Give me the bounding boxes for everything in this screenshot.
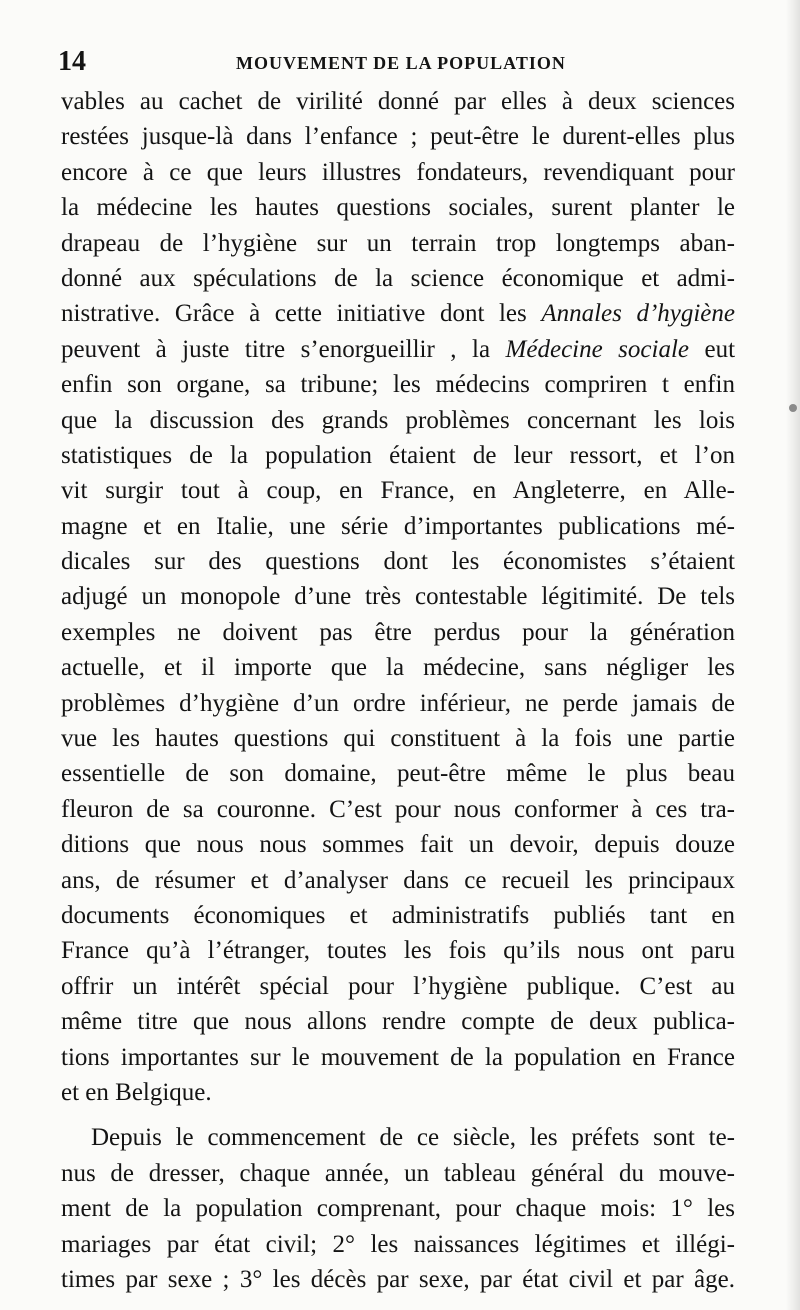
- text-line: times par sexe ; 3° les décès par sexe, par état civil et par âge.: [61, 1265, 735, 1293]
- text-line: ditions que nous nous sommes fait un devoir, depuis douze: [61, 831, 735, 859]
- text-line: vables au cachet de virilité donné par elles à deux sciences: [61, 88, 735, 115]
- text-line: ment de la population comprenant, pour chaque mois: 1° les: [61, 1195, 735, 1223]
- text-line: problèmes d’hygiène d’un ordre inférieur, ne perde jamais de: [61, 689, 735, 717]
- text-line: que la discussion des grands problèmes concernant les lois: [61, 406, 735, 434]
- text-line: France qu’à l’étranger, toutes les fois qu’ils nous ont paru: [61, 937, 735, 965]
- text-line: peuvent à juste titre s’enorgueillir , la Médecine sociale eut: [61, 335, 736, 363]
- text-line: adjugé un monopole d’une très contestable légitimité. De tels: [61, 583, 735, 611]
- paragraph-1: [61, 84, 735, 1110]
- text-line: essentielle de son domaine, peut-être même le plus beau: [61, 760, 735, 788]
- text-line: vit surgir tout à coup, en France, en Angleterre, en Alle-: [61, 477, 735, 505]
- italic-title: Annales d’hygiène: [541, 300, 736, 328]
- text-line: même titre que nous allons rendre compte de deux publica-: [61, 1008, 735, 1036]
- text-line: enfin son organe, sa tribune; les médecins compriren t enfin: [61, 371, 735, 399]
- text-line: nus de dresser, chaque année, un tableau général du mouve-: [61, 1159, 735, 1187]
- text-line: encore à ce que leurs illustres fondateurs, revendiquant pour: [61, 158, 735, 186]
- text-line: magne et en Italie, une série d’importantes publications mé-: [61, 512, 735, 540]
- text-line: donné aux spéculations de la science économique et admi-: [61, 264, 735, 292]
- paragraph-2: [61, 1120, 735, 1297]
- body-text: [61, 84, 735, 1297]
- text-line: tions importantes sur le mouvement de la population en France: [61, 1043, 735, 1071]
- text-line: vue les hautes questions qui constituent à la fois une partie: [61, 725, 735, 753]
- page-number: 14: [58, 46, 86, 77]
- text-line: et en Belgique.: [61, 1078, 212, 1106]
- italic-title: Médecine sociale: [505, 335, 689, 363]
- text-line: exemples ne doivent pas être perdus pour la génération: [61, 618, 735, 646]
- text-line: mariages par état civil; 2° les naissances légitimes et illégi-: [61, 1230, 735, 1258]
- text-line: Depuis le commencement de ce siècle, les préfets sont te-: [91, 1124, 735, 1152]
- text-line: actuelle, et il importe que la médecine, sans négliger les: [61, 654, 735, 682]
- text-line: nistrative. Grâce à cette initiative dont les Annales d’hygiène: [61, 300, 736, 328]
- text-line: dicales sur des questions dont les économistes s’étaient: [61, 548, 735, 576]
- text-line: drapeau de l’hygiène sur un terrain trop longtemps aban-: [61, 229, 735, 257]
- text-line: la médecine les hautes questions sociales, surent planter le: [61, 194, 735, 222]
- text-line: documents économiques et administratifs publiés tant en: [61, 901, 735, 929]
- text-line: ans, de résumer et d’analyser dans ce recueil les principaux: [61, 866, 735, 894]
- page-header: [58, 44, 738, 80]
- running-head: MOUVEMENT DE LA POPULATION: [236, 53, 566, 73]
- page-edge-shadow: [786, 0, 800, 1310]
- ink-spot: [789, 404, 797, 412]
- text-line: offrir un intérêt spécial pour l’hygiène publique. C’est au: [61, 972, 735, 1000]
- paragraph-gap: [61, 1110, 735, 1120]
- text-line: statistiques de la population étaient de leur ressort, et l’on: [61, 441, 735, 469]
- text-line: fleuron de sa couronne. C’est pour nous conformer à ces tra-: [61, 795, 735, 823]
- text-line: restées jusque-là dans l’enfance ; peut-être le durent-elles plus: [61, 123, 735, 151]
